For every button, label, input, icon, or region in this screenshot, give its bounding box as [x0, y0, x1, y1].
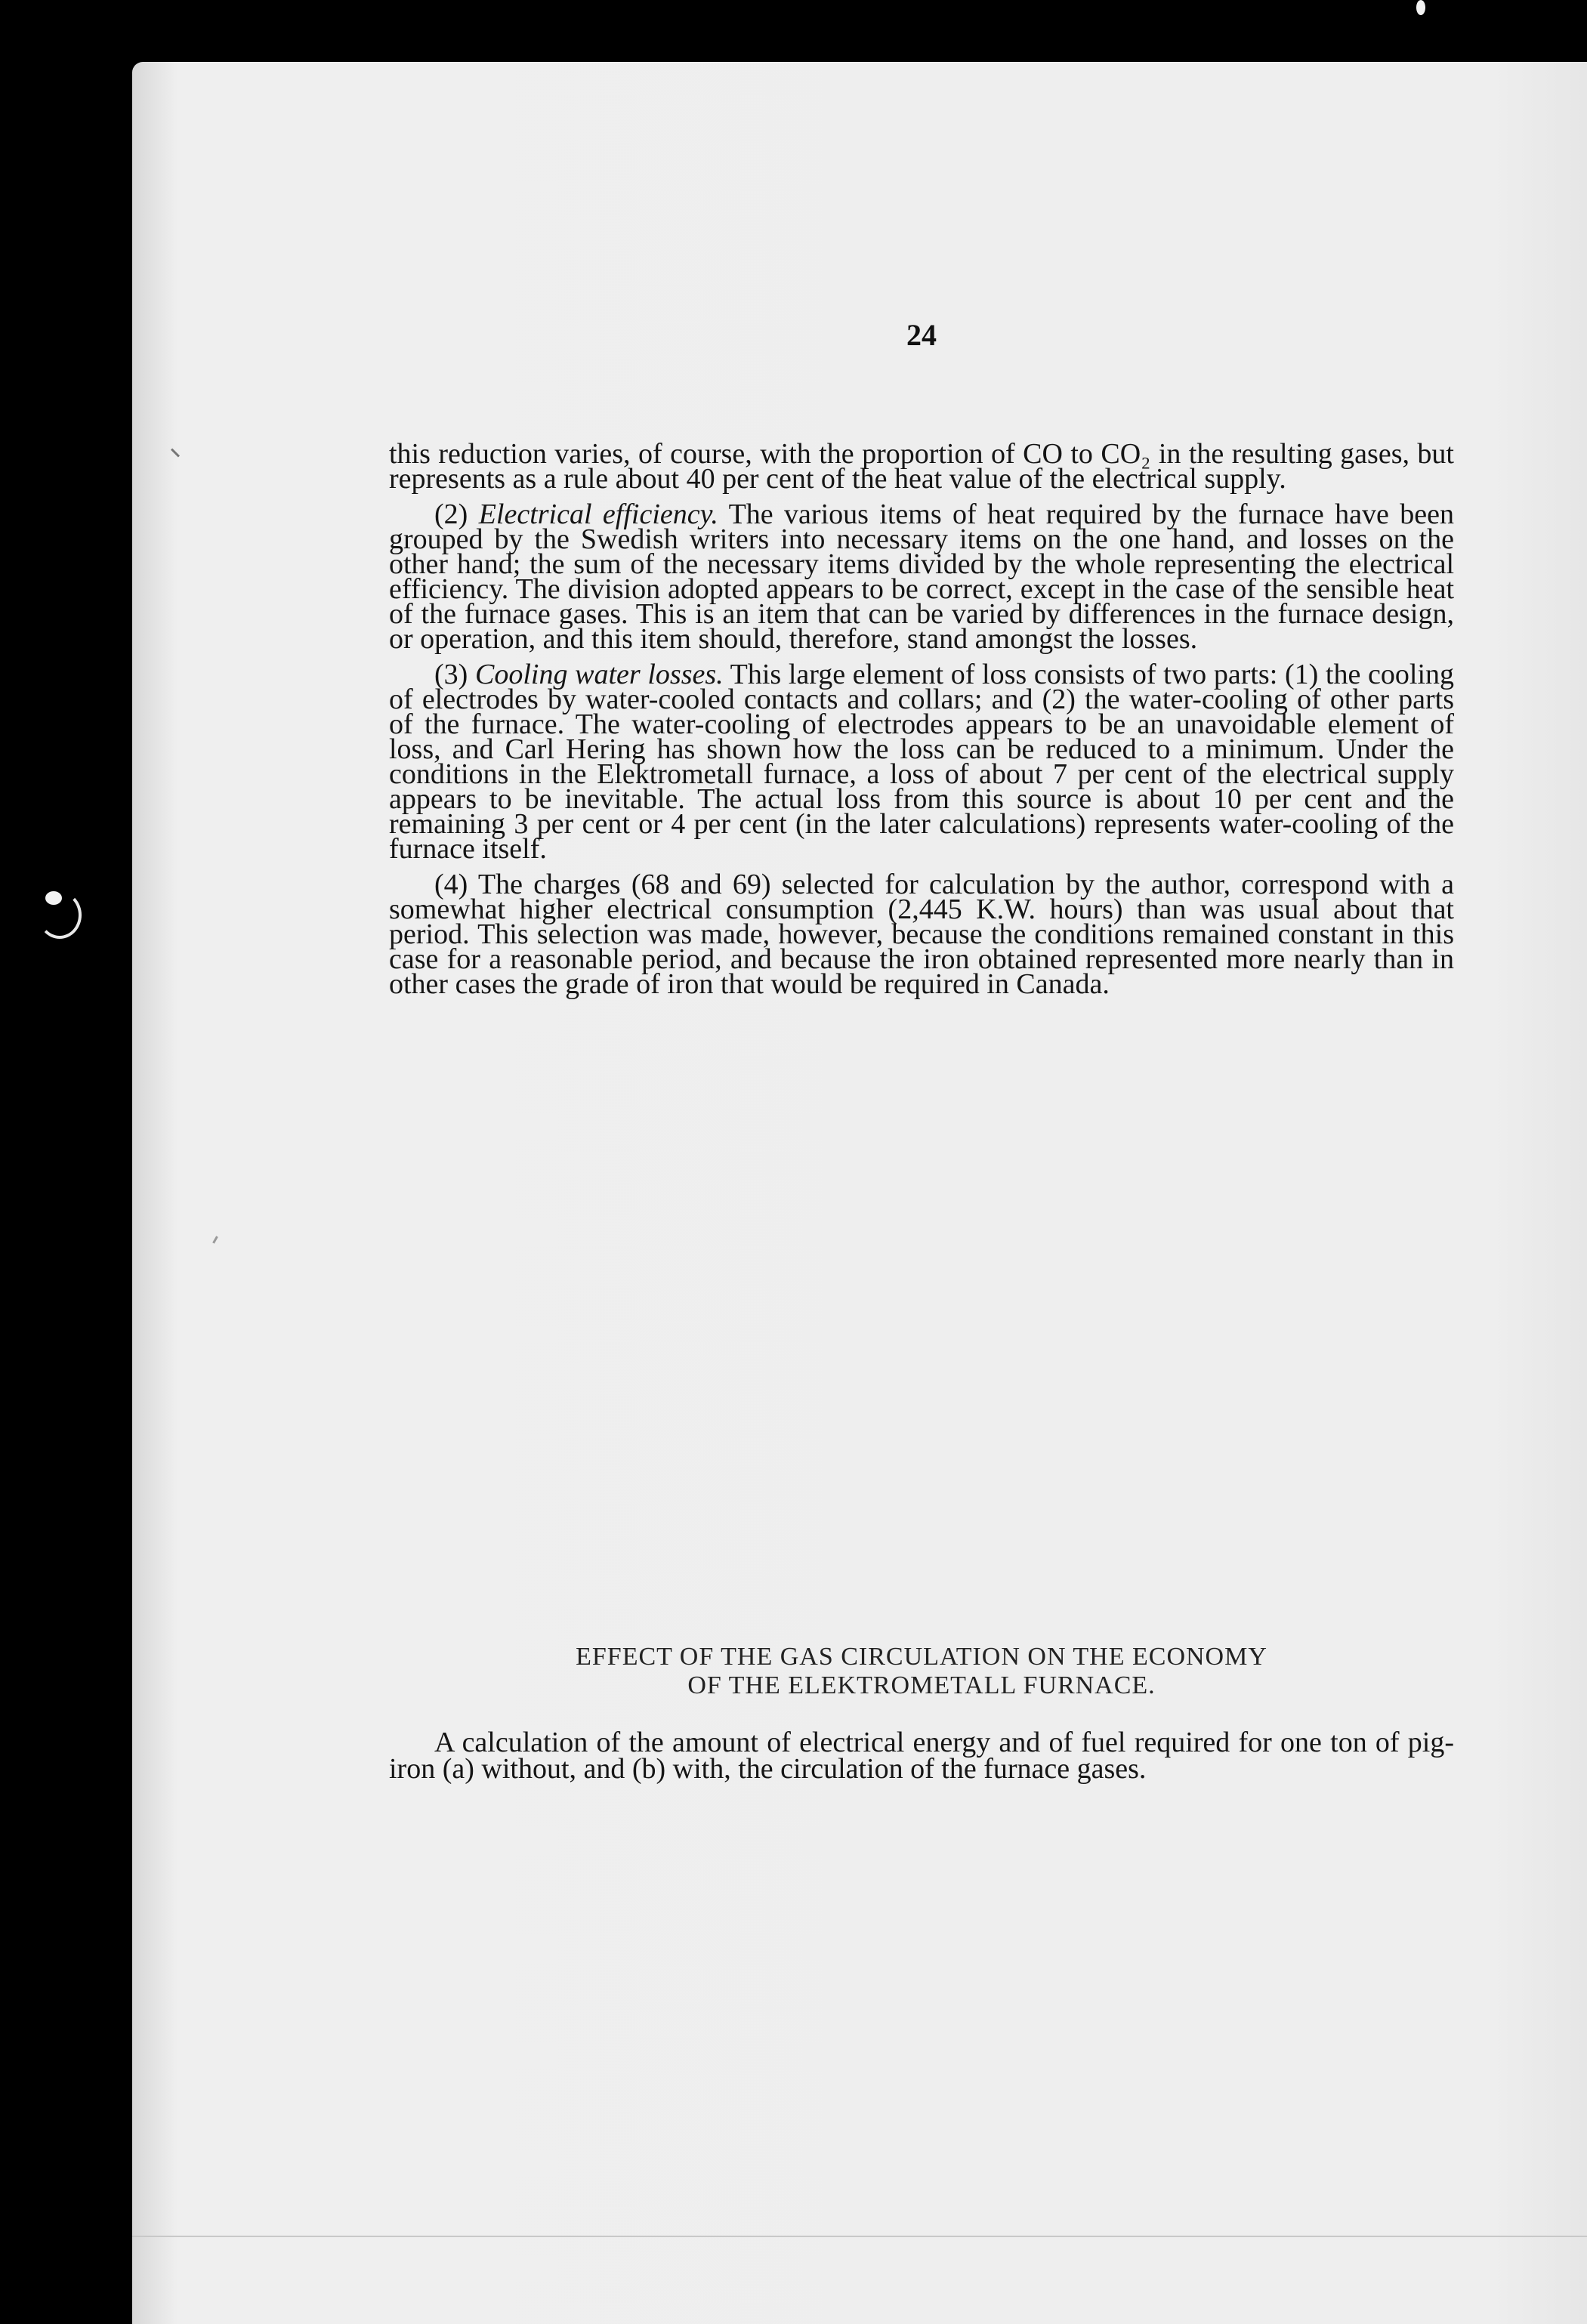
page-number: 24 — [906, 318, 937, 352]
body-text — [389, 438, 1455, 1008]
paragraph-2-italic: Electrical efficiency. — [478, 498, 718, 530]
paragraph-1: this reduction varies, of course, with the proportion of CO to CO₂ in the resulting gases, but represents as a rule about 40 per cent of the heat value of the electrical supply. — [389, 438, 1454, 495]
scan-speck — [1416, 0, 1425, 15]
section-heading — [389, 1643, 1454, 1700]
paragraph-4: (4) The charges (68 and 69) selected for calculation by the author, correspond with a somewhat higher electrical consumption (2,445 K.W. hours) than was usual about that period. This selection was made, however, because the conditions remained constant in this case for a reasonable period, and because the iron obtained represented more nearly than in other cases the grade of iron that would be required in Canada. — [389, 869, 1454, 1000]
section-heading-line-1: EFFECT OF THE GAS CIRCULATION ON THE ECONOMY — [576, 1643, 1267, 1671]
section-heading-line-2: OF THE ELEKTROMETALL FURNACE. — [687, 1671, 1156, 1699]
page-bottom-edge — [132, 2236, 1587, 2237]
paragraph-3 — [389, 659, 1455, 865]
scan-artifact-curl — [38, 891, 82, 939]
closing-text — [389, 1727, 1454, 1785]
page-content — [132, 62, 1587, 2324]
book-page — [132, 62, 1587, 2324]
paragraph-2-lead: (2) — [434, 498, 479, 530]
closing-paragraph: A calculation of the amount of electrical energy and of fuel required for one ton of pig-iron (a) without, and (b) with, the circulation of the furnace gases. — [389, 1727, 1454, 1785]
paragraph-3-rest: This large element of loss consists of two parts: (1) the cooling of electrodes by water-cooled contacts and collars; and (2) the water-cooling of other parts of the furnace. The water-cooling of electrodes appears to be an unavoidable element of loss, and Carl Hering has shown how the loss can be reduced to a minimum. Under the conditions in the Elektrometall furnace, a loss of about 7 per cent of the electrical supply appears to be inevitable. The actual loss from this source is about 10 per cent and the remaining 3 per cent or 4 per cent (in the later calculations) represents water-cooling of the furnace itself. — [389, 659, 1455, 865]
paragraph-3-italic: Cooling water losses. — [474, 659, 724, 690]
paragraph-2-rest: The various items of heat required by the furnace have been grouped by the Swedish writers into necessary items on the one hand, and losses on the other hand; the sum of the necessary items divided by the whole representing the electrical efficiency. The division adopted appears to be correct, except in the case of the sensible heat of the furnace gases. This is an item that can be varied by differences in the furnace design, or operation, and this item should, therefore, stand amongst the losses. — [389, 498, 1455, 655]
paragraph-3-lead: (3) — [434, 659, 475, 690]
paragraph-2 — [389, 498, 1455, 655]
